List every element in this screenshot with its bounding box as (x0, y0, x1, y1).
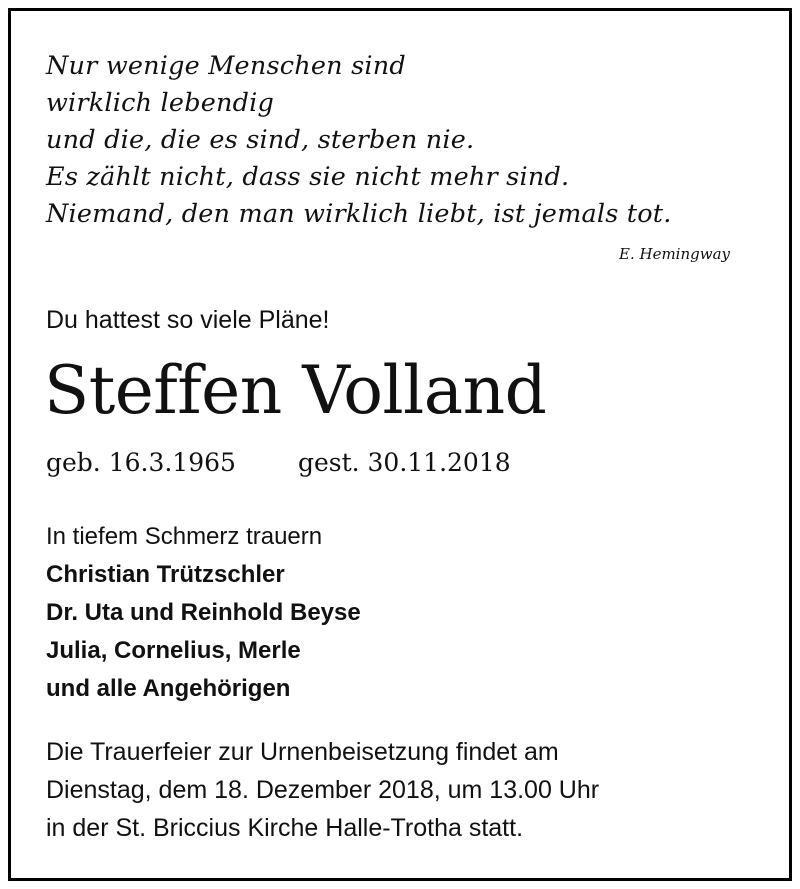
poem-line: und die, die es sind, sterben nie. (46, 125, 475, 155)
mourner-name: und alle Angehörigen (46, 675, 291, 702)
mourner-name: Christian Trützschler (46, 561, 285, 588)
mourner-name: Dr. Uta und Reinhold Beyse (46, 599, 361, 626)
death-date: gest. 30.11.2018 (297, 448, 511, 477)
poem-line: wirklich lebendig (46, 88, 275, 118)
ceremony-line: in der St. Briccius Kirche Halle-Trotha statt. (46, 814, 524, 842)
mourners-block (46, 518, 361, 708)
poem-line: Es zählt nicht, dass sie nicht mehr sind. (46, 162, 570, 192)
birth-date: geb. 16.3.1965 (46, 448, 236, 477)
intro-text: Du hattest so viele Pläne! (46, 306, 330, 334)
mourners-heading: In tiefem Schmerz trauern (46, 523, 323, 550)
poem-line: Niemand, den man wirklich liebt, ist jemals tot. (46, 199, 672, 229)
ceremony-line: Die Trauerfeier zur Urnenbeisetzung findet am (46, 738, 559, 766)
deceased-name: Steffen Volland (44, 352, 547, 429)
ceremony-notice (46, 733, 599, 847)
poem-attribution: E. Hemingway (619, 245, 730, 263)
life-dates (46, 448, 511, 477)
poem (46, 48, 672, 233)
ceremony-line: Dienstag, dem 18. Dezember 2018, um 13.00 Uhr (46, 776, 600, 804)
mourner-name: Julia, Cornelius, Merle (46, 637, 301, 664)
poem-line: Nur wenige Menschen sind (46, 51, 406, 81)
